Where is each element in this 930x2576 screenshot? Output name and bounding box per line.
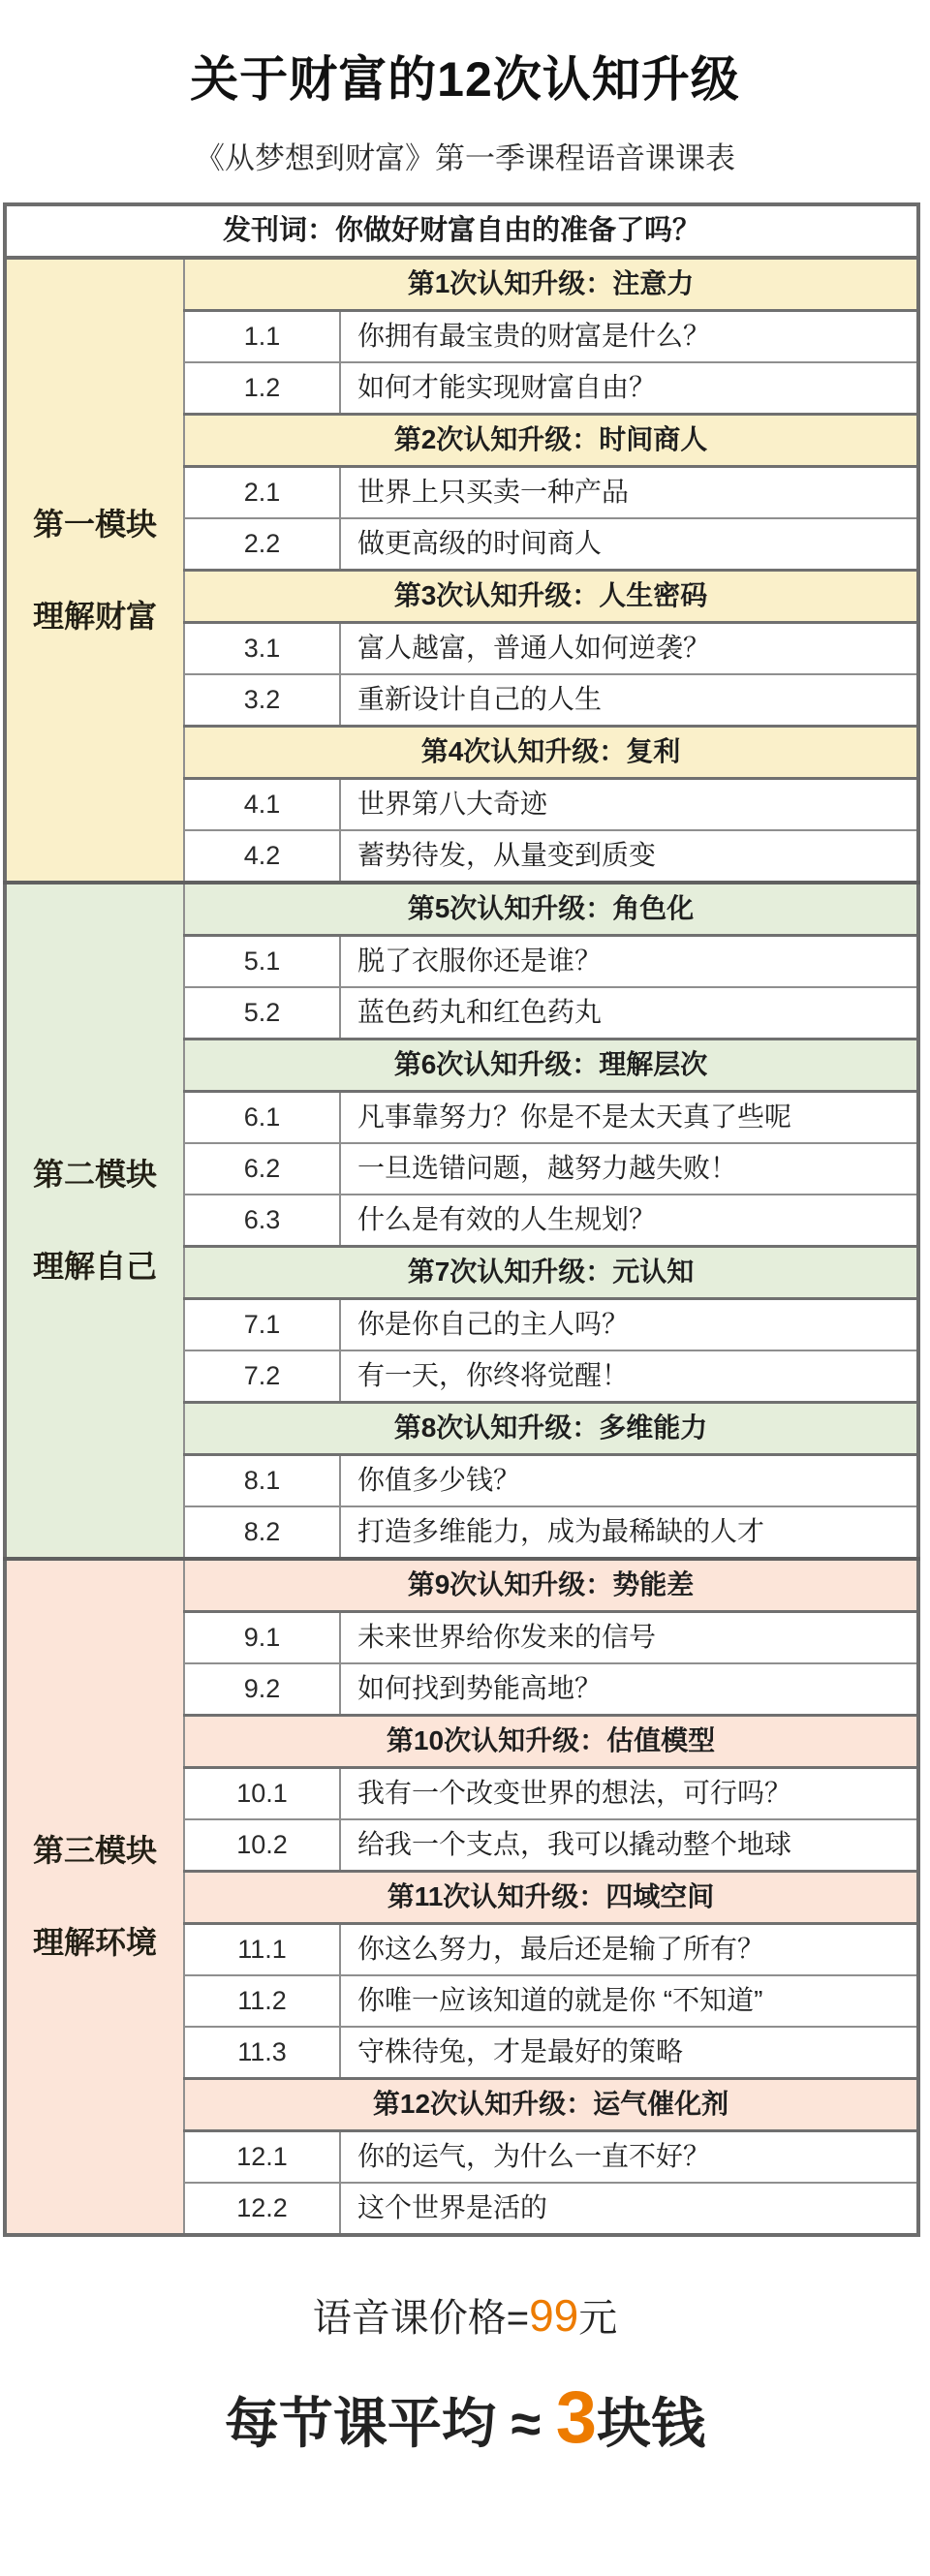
section-header: 第2次认知升级：时间商人 bbox=[184, 415, 918, 467]
lesson-number: 2.2 bbox=[184, 518, 340, 571]
course-table-body bbox=[5, 204, 918, 2235]
lesson-number: 2.1 bbox=[184, 467, 340, 519]
section-header: 第4次认知升级：复利 bbox=[184, 727, 918, 779]
lesson-number: 6.2 bbox=[184, 1143, 340, 1195]
section-header: 第7次认知升级：元认知 bbox=[184, 1247, 918, 1299]
lesson-title: 你是你自己的主人吗？ bbox=[340, 1299, 918, 1351]
lesson-title: 富人越富，普通人如何逆袭？ bbox=[340, 623, 918, 675]
lesson-title: 给我一个支点，我可以撬动整个地球 bbox=[340, 1819, 918, 1872]
lesson-title: 如何才能实现财富自由？ bbox=[340, 362, 918, 415]
lesson-number: 1.1 bbox=[184, 311, 340, 363]
lesson-title: 我有一个改变世界的想法，可行吗？ bbox=[340, 1768, 918, 1820]
lesson-number: 5.2 bbox=[184, 987, 340, 1040]
lesson-title: 你这么努力，最后还是输了所有？ bbox=[340, 1924, 918, 1976]
module-label: 第三模块 理解环境 bbox=[5, 1559, 184, 2235]
lesson-number: 8.1 bbox=[184, 1455, 340, 1507]
average-price-line bbox=[0, 2375, 930, 2460]
lesson-number: 4.1 bbox=[184, 779, 340, 831]
section-header-row bbox=[5, 1559, 918, 1612]
lesson-number: 7.1 bbox=[184, 1299, 340, 1351]
section-header: 第12次认知升级：运气催化剂 bbox=[184, 2079, 918, 2131]
lesson-number: 12.1 bbox=[184, 2131, 340, 2184]
lesson-number: 6.3 bbox=[184, 1195, 340, 1247]
lesson-number: 12.2 bbox=[184, 2183, 340, 2235]
price-suffix: 元 bbox=[578, 2297, 618, 2340]
section-header: 第10次认知升级：估值模型 bbox=[184, 1716, 918, 1768]
lesson-title: 有一天，你终将觉醒！ bbox=[340, 1350, 918, 1403]
section-header-row bbox=[5, 883, 918, 936]
page-title: 关于财富的12次认知升级 bbox=[190, 52, 740, 107]
lesson-number: 10.1 bbox=[184, 1768, 340, 1820]
lesson-number: 6.1 bbox=[184, 1092, 340, 1144]
lesson-number: 3.2 bbox=[184, 674, 340, 727]
section-header: 第9次认知升级：势能差 bbox=[184, 1559, 918, 1612]
module-label: 第二模块 理解自己 bbox=[5, 883, 184, 1559]
lesson-number: 9.1 bbox=[184, 1612, 340, 1664]
section-header: 第11次认知升级：四域空间 bbox=[184, 1872, 918, 1924]
lesson-title: 你唯一应该知道的就是你 “不知道” bbox=[340, 1975, 918, 2027]
lesson-number: 3.1 bbox=[184, 623, 340, 675]
lesson-title: 你值多少钱？ bbox=[340, 1455, 918, 1507]
section-header-row bbox=[5, 258, 918, 311]
lesson-number: 11.2 bbox=[184, 1975, 340, 2027]
section-header: 第5次认知升级：角色化 bbox=[184, 883, 918, 936]
lesson-title: 蓝色药丸和红色药丸 bbox=[340, 987, 918, 1040]
lesson-title: 世界第八大奇迹 bbox=[340, 779, 918, 831]
module-label: 第一模块 理解财富 bbox=[5, 258, 184, 883]
lesson-title: 打造多维能力，成为最稀缺的人才 bbox=[340, 1506, 918, 1559]
lesson-number: 11.3 bbox=[184, 2027, 340, 2079]
lesson-number: 10.2 bbox=[184, 1819, 340, 1872]
avg-prefix: 每节课平均 ≈ bbox=[224, 2393, 556, 2454]
page-subtitle: 《从梦想到财富》第一季课程语音课课表 bbox=[195, 141, 735, 175]
lesson-title: 蓄势待发，从量变到质变 bbox=[340, 830, 918, 883]
price-prefix: 语音课价格= bbox=[312, 2297, 530, 2340]
lesson-title: 未来世界给你发来的信号 bbox=[340, 1612, 918, 1664]
lesson-number: 1.2 bbox=[184, 362, 340, 415]
section-header: 第8次认知升级：多维能力 bbox=[184, 1403, 918, 1455]
lesson-number: 7.2 bbox=[184, 1350, 340, 1403]
section-header: 第1次认知升级：注意力 bbox=[184, 258, 918, 311]
lesson-title: 做更高级的时间商人 bbox=[340, 518, 918, 571]
lesson-title: 你的运气，为什么一直不好？ bbox=[340, 2131, 918, 2184]
lesson-number: 5.1 bbox=[184, 936, 340, 988]
lesson-number: 8.2 bbox=[184, 1506, 340, 1559]
lesson-title: 如何找到势能高地？ bbox=[340, 1663, 918, 1716]
lesson-title: 世界上只买卖一种产品 bbox=[340, 467, 918, 519]
lesson-title: 重新设计自己的人生 bbox=[340, 674, 918, 727]
lesson-number: 4.2 bbox=[184, 830, 340, 883]
avg-value: 3 bbox=[555, 2376, 598, 2459]
avg-suffix: 块钱 bbox=[597, 2393, 706, 2454]
lesson-title: 这个世界是活的 bbox=[340, 2183, 918, 2235]
lesson-title: 脱了衣服你还是谁？ bbox=[340, 936, 918, 988]
course-table bbox=[3, 202, 920, 2237]
preamble-row bbox=[5, 204, 918, 258]
lesson-title: 凡事靠努力？你是不是太天真了些呢 bbox=[340, 1092, 918, 1144]
price-value: 99 bbox=[529, 2290, 579, 2341]
price-line bbox=[0, 2287, 930, 2343]
lesson-title: 守株待兔，才是最好的策略 bbox=[340, 2027, 918, 2079]
lesson-number: 11.1 bbox=[184, 1924, 340, 1976]
lesson-number: 9.2 bbox=[184, 1663, 340, 1716]
preamble-cell: 发刊词：你做好财富自由的准备了吗？ bbox=[5, 204, 918, 258]
lesson-title: 你拥有最宝贵的财富是什么？ bbox=[340, 311, 918, 363]
lesson-title: 一旦选错问题，越努力越失败！ bbox=[340, 1143, 918, 1195]
section-header: 第6次认知升级：理解层次 bbox=[184, 1040, 918, 1092]
section-header: 第3次认知升级：人生密码 bbox=[184, 571, 918, 623]
lesson-title: 什么是有效的人生规划？ bbox=[340, 1195, 918, 1247]
